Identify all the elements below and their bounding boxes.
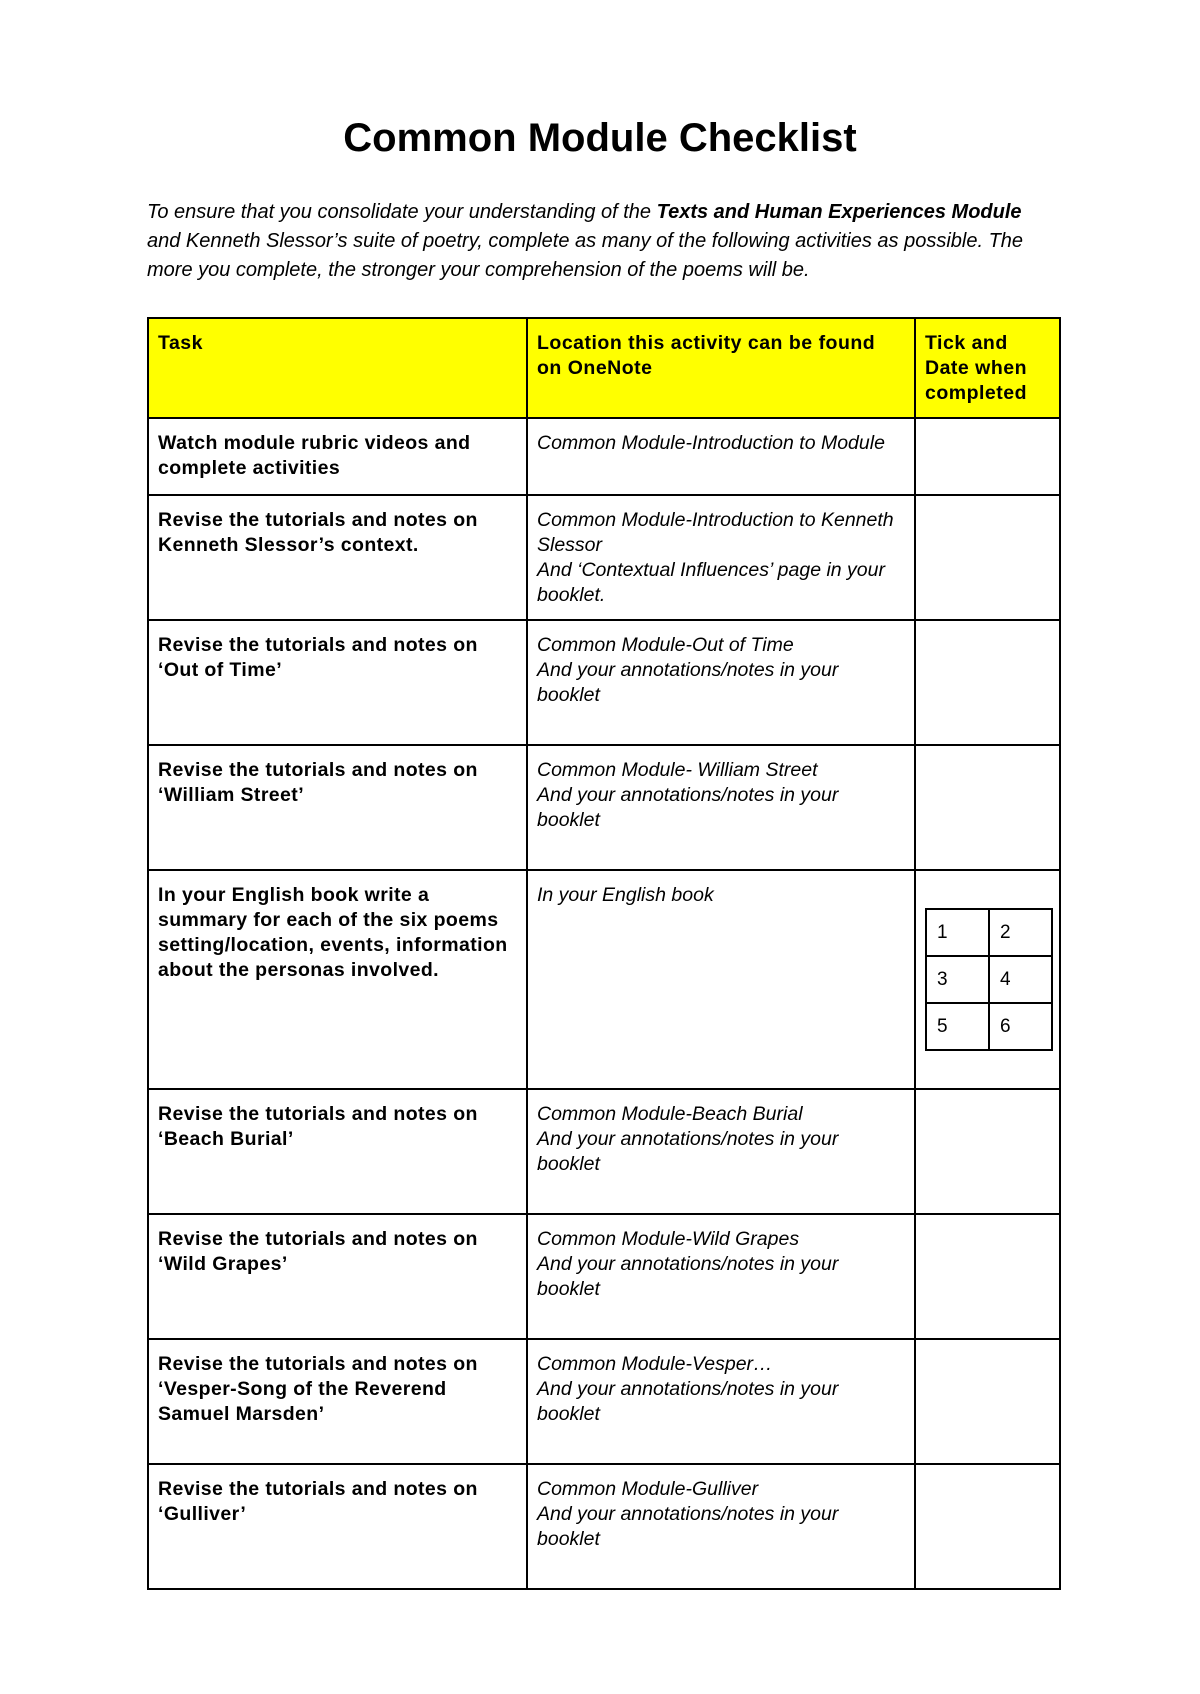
document-title: Common Module Checklist [343, 116, 857, 160]
location-line: And ‘Contextual Influences’ page in your booklet. [537, 559, 885, 606]
location-cell [527, 1464, 915, 1589]
location-cell [527, 1089, 915, 1214]
header-location: Location this activity can be found on OneNote [527, 318, 915, 418]
table-row [148, 620, 1060, 745]
location-line: Common Module-Gulliver [537, 1478, 759, 1500]
location-cell [527, 1214, 915, 1339]
intro-text-2: and Kenneth Slessor’s suite of poetry, complete as many of the following activities as possible. The more you complete, the stronger your comprehension of the poems will be. [147, 230, 1024, 281]
poem-tick-box[interactable]: 5 [926, 1003, 989, 1050]
location-line: Common Module-Introduction to Module [537, 432, 885, 454]
location-cell [527, 620, 915, 745]
tick-date-cell[interactable] [915, 1214, 1060, 1339]
location-line: Common Module- William Street [537, 759, 818, 781]
poem-tick-grid [925, 908, 1053, 1051]
location-line: Common Module-Wild Grapes [537, 1228, 800, 1250]
location-line: And your annotations/notes in your booklet [537, 1503, 839, 1550]
task-cell: Revise the tutorials and notes on ‘Gulliver’ [148, 1464, 527, 1589]
task-cell: Revise the tutorials and notes on ‘William Street’ [148, 745, 527, 870]
table-row [148, 418, 1060, 495]
poem-tick-box[interactable]: 6 [989, 1003, 1052, 1050]
poem-tick-box[interactable]: 4 [989, 956, 1052, 1003]
table-row [148, 1089, 1060, 1214]
tick-date-cell[interactable] [915, 1464, 1060, 1589]
location-cell [527, 418, 915, 495]
tick-date-cell [915, 870, 1060, 1089]
location-line: Common Module-Out of Time [537, 634, 794, 656]
task-cell: Revise the tutorials and notes on ‘Wild Grapes’ [148, 1214, 527, 1339]
table-row [148, 870, 1060, 1089]
table-row [148, 1464, 1060, 1589]
location-cell [527, 745, 915, 870]
tick-date-cell[interactable] [915, 1089, 1060, 1214]
tick-date-cell[interactable] [915, 495, 1060, 620]
location-line: Common Module-Beach Burial [537, 1103, 803, 1125]
header-row [148, 318, 1060, 418]
task-cell: Revise the tutorials and notes on ‘Beach Burial’ [148, 1089, 527, 1214]
poem-tick-box[interactable]: 1 [926, 909, 989, 956]
location-cell [527, 870, 915, 1089]
header-tick-date: Tick and Date when completed [915, 318, 1060, 418]
location-line: And your annotations/notes in your booklet [537, 784, 839, 831]
task-cell: In your English book write a summary for each of the six poems setting/location, events, information about the personas involved. [148, 870, 527, 1089]
table-row [148, 1214, 1060, 1339]
location-line: Common Module-Vesper… [537, 1353, 773, 1375]
tick-date-cell[interactable] [915, 1339, 1060, 1464]
location-line: And your annotations/notes in your booklet [537, 1253, 839, 1300]
intro-text-1: To ensure that you consolidate your understanding of the [147, 201, 657, 223]
table-row [148, 1339, 1060, 1464]
intro-module-name: Texts and Human Experiences Module [656, 201, 1022, 223]
task-cell: Revise the tutorials and notes on ‘Vesper-Song of the Reverend Samuel Marsden’ [148, 1339, 527, 1464]
location-cell [527, 1339, 915, 1464]
poem-tick-box[interactable]: 3 [926, 956, 989, 1003]
tick-date-cell[interactable] [915, 745, 1060, 870]
location-line: And your annotations/notes in your booklet [537, 659, 839, 706]
table-row [148, 495, 1060, 620]
task-cell: Watch module rubric videos and complete activities [148, 418, 527, 495]
task-cell: Revise the tutorials and notes on ‘Out of Time’ [148, 620, 527, 745]
intro-paragraph [147, 198, 1057, 285]
location-line: In your English book [537, 884, 714, 906]
header-task: Task [148, 318, 527, 418]
checklist-table [147, 317, 1061, 1590]
location-line: Common Module-Introduction to Kenneth Slessor [537, 509, 894, 556]
location-line: And your annotations/notes in your booklet [537, 1128, 839, 1175]
task-cell: Revise the tutorials and notes on Kenneth Slessor’s context. [148, 495, 527, 620]
location-cell [527, 495, 915, 620]
tick-date-cell[interactable] [915, 418, 1060, 495]
table-row [148, 745, 1060, 870]
poem-tick-box[interactable]: 2 [989, 909, 1052, 956]
tick-date-cell[interactable] [915, 620, 1060, 745]
location-line: And your annotations/notes in your booklet [537, 1378, 839, 1425]
